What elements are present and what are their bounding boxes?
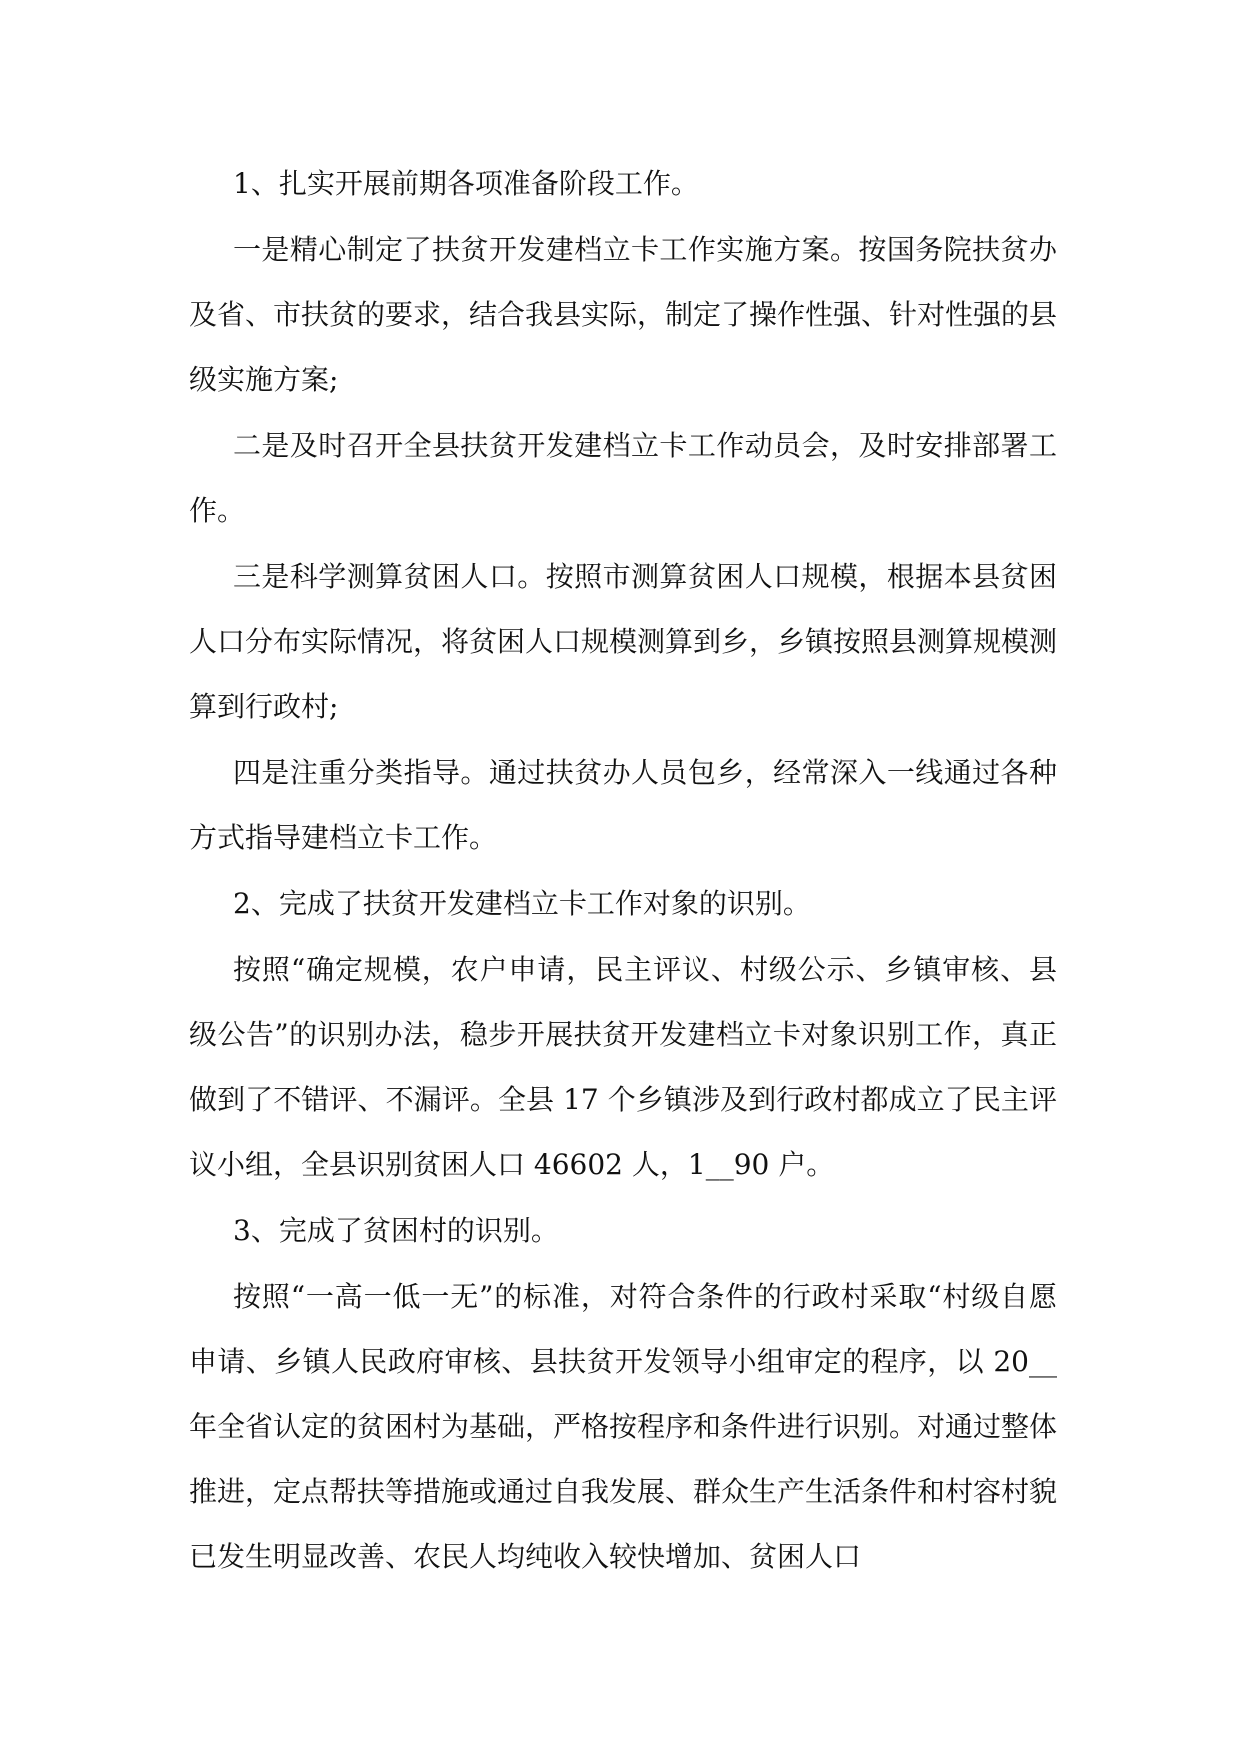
- paragraph-guidance: 四是注重分类指导。通过扶贫办人员包乡，经常深入一线通过各种方式指导建档立卡工作。: [189, 756, 1057, 854]
- section-heading-2: 2、完成了扶贫开发建档立卡工作对象的识别。: [233, 887, 811, 920]
- paragraph-village-criteria: 按照“一高一低一无”的标准，对符合条件的行政村采取“村级自愿申请、乡镇人民政府审核、县扶贫开发领导小组审定的程序，以 20__年全省认定的贫困村为基础，严格按程序和条件进行识别。对通过整体推进，定点帮扶等措施或通过自我发展、群众生产生活条件和村容村貌已发生明显改善、农民人均纯收入较快增加、贫困人口: [189, 1280, 1058, 1573]
- paragraph-meeting: 二是及时召开全县扶贫开发建档立卡工作动员会，及时安排部署工作。: [189, 429, 1057, 527]
- section-heading-1: 1、扎实开展前期各项准备阶段工作。: [233, 167, 699, 200]
- paragraph-plan: 一是精心制定了扶贫开发建档立卡工作实施方案。按国务院扶贫办及省、市扶贫的要求，结合我县实际，制定了操作性强、针对性强的县级实施方案;: [189, 233, 1058, 396]
- document-body: [189, 151, 1057, 1590]
- paragraph-estimation: 三是科学测算贫困人口。按照市测算贫困人口规模，根据本县贫困人口分布实际情况，将贫困人口规模测算到乡，乡镇按照县测算规模测算到行政村;: [189, 560, 1058, 723]
- paragraph-identification: 按照“确定规模，农户申请，民主评议、村级公示、乡镇审核、县级公告”的识别办法，稳步开展扶贫开发建档立卡对象识别工作，真正做到了不错评、不漏评。全县 17 个乡镇涉及到行政村都成立了民主评议小组，全县识别贫困人口 46602 人，1__90 户。: [189, 953, 1057, 1181]
- section-heading-3: 3、完成了贫困村的识别。: [233, 1214, 559, 1247]
